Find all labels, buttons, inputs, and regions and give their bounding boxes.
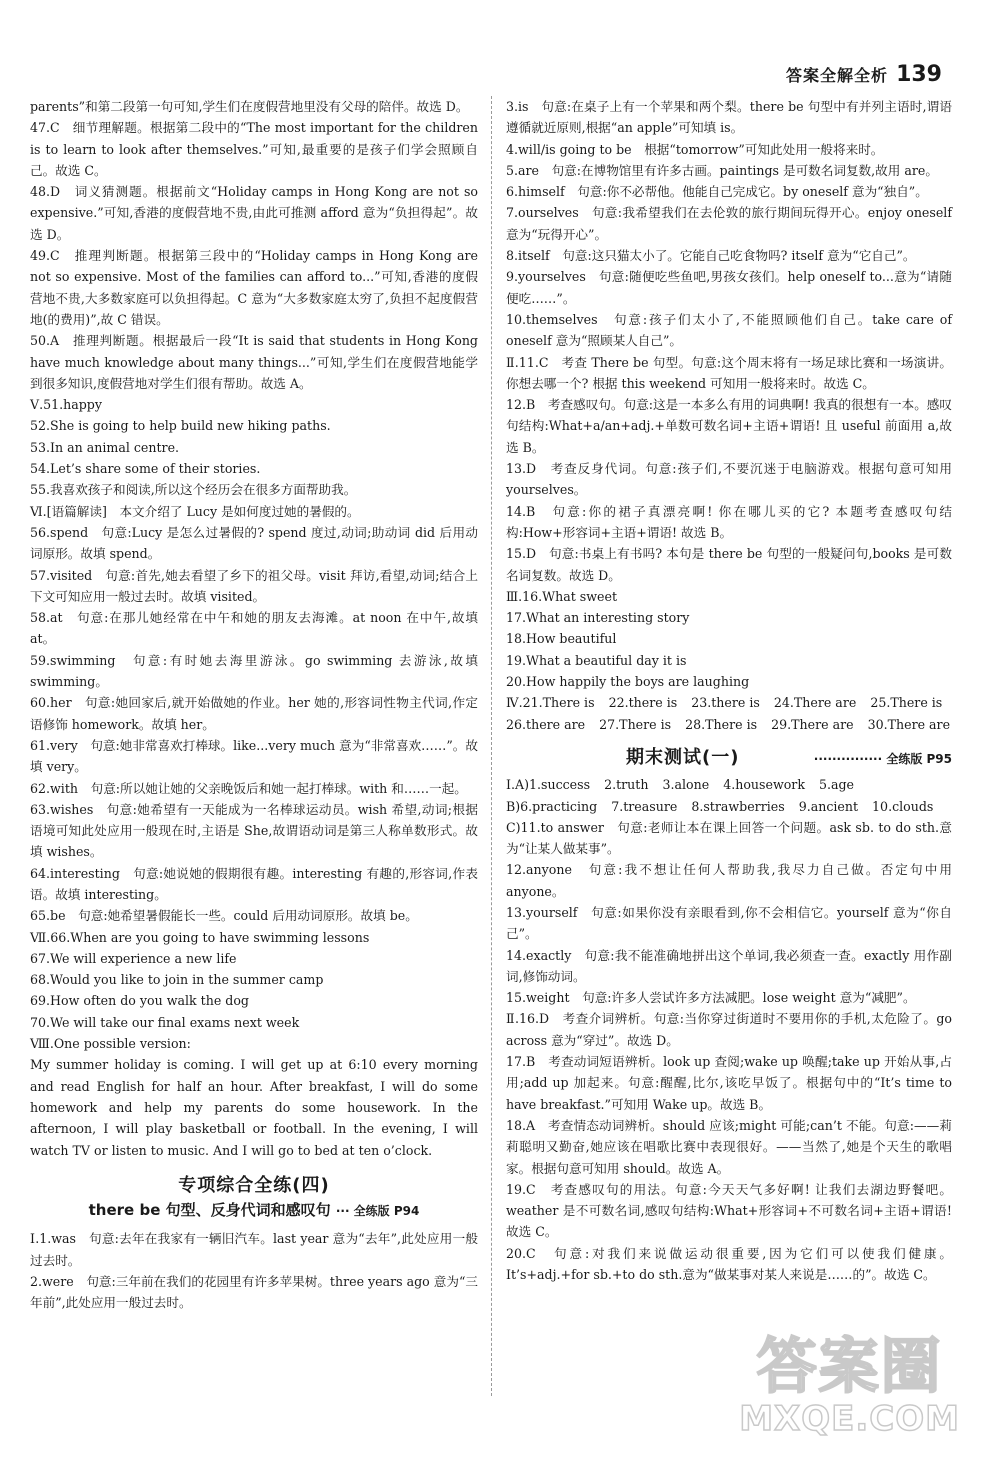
answer-item: Ⅱ.16.D 考查介词辨析。句意:当你穿过街道时不要用你的手机,太危险了。go across 意为“穿过”。故选 D。 bbox=[506, 1011, 952, 1048]
answer-grid-row bbox=[506, 692, 952, 713]
watermark-logo: 答案圈 bbox=[756, 1332, 943, 1402]
answer-item: 56.spend 句意:Lucy 是怎么过暑假的? spend 度过,动词;助动词 did 后用动词原形。故填 spend。 bbox=[30, 524, 478, 562]
grid-cell: 9.ancient bbox=[798, 798, 859, 814]
answer-item: 18.A 考查情态动词辨析。should 应该;might 可能;can’t 不能。句意:——莉莉聪明又勤奋,她应该在唱歌比赛中表现很好。——当然了,她是个天生的歌唱家。根据句意可知用 should。故选 A。 bbox=[506, 1117, 952, 1176]
watermark-url: MXQE.COM bbox=[739, 1399, 960, 1439]
answer-item: 3.is 句意:在桌子上有一个苹果和两个梨。there be 句型中有并列主语时,谓语遵循就近原则,根据“an apple”可知填 is。 bbox=[506, 99, 952, 136]
grid-cell: 4.housework bbox=[723, 777, 805, 793]
grid-cell: 3.alone bbox=[662, 777, 710, 793]
answer-item: Ⅴ.51.happy bbox=[30, 397, 102, 413]
grid-cell: 2.truth bbox=[604, 777, 649, 793]
answer-item: 8.itself 句意:这只猫太小了。它能自己吃食物吗? itself 意为“它自己”。 bbox=[506, 248, 916, 264]
test-title: 期末测试(一) bbox=[626, 746, 740, 768]
answer-item: 64.interesting 句意:她说她的假期很有趣。interesting 有趣的,形容词,作表语。故填 interesting。 bbox=[30, 865, 478, 902]
answer-item: 49.C 推理判断题。根据第三段中的“Holiday camps in Hong Kong are not so expensive. Most of the families can afford to...”可知,香港的度假营地不贵,大多数家庭可以负担得起。C 意为“大多数家庭太穷了,负担不起度假营地(的费用)”,故 C 错误。 bbox=[30, 248, 478, 327]
answer-item: 14.B 句意:你的裙子真漂亮啊! 你在哪儿买的它? 本题考查感叹句结构:How+形容词+主语+谓语! 故选 B。 bbox=[506, 503, 952, 540]
answer-item: 13.D 考查反身代词。句意:孩子们,不要沉迷于电脑游戏。根据句意可知用 yourselves。 bbox=[506, 461, 952, 498]
answer-item: 6.himself 句意:你不必帮他。他能自己完成它。by oneself 意为“独自”。 bbox=[506, 184, 928, 200]
answer-item: 54.Let’s share some of their stories. bbox=[30, 461, 261, 477]
answer-item: Ⅵ.[语篇解读] 本文介绍了 Lucy 是如何度过她的暑假的。 bbox=[30, 503, 360, 519]
section-subtitle bbox=[30, 1200, 478, 1222]
answer-item: 60.her 句意:她回家后,就开始做她的作业。her 她的,形容词性物主代词,作定语修饰 homework。故填 her。 bbox=[30, 695, 478, 732]
answer-item: Ⅰ.1.was 句意:去年在我家有一辆旧汽车。last year 意为“去年”,此处应用一般过去时。 bbox=[30, 1231, 478, 1268]
answer-item: Ⅷ.One possible version: bbox=[30, 1036, 191, 1052]
answer-item: 18.How beautiful bbox=[506, 631, 617, 647]
answer-item: 55.我喜欢孩子和阅读,所以这个经历会在很多方面帮助我。 bbox=[30, 482, 357, 498]
answer-item: 19.C 考查感叹句的用法。句意:今天天气多好啊! 让我们去湖边野餐吧。weather 是不可数名词,感叹句结构:What+形容词+不可数名词+主语+谓语! 故选 C。 bbox=[506, 1181, 952, 1240]
answer-item: 62.with 句意:所以她让她的父亲晚饭后和她一起打棒球。with 和……一起。 bbox=[30, 780, 467, 796]
answer-item: 4.will/is going to be 根据“tomorrow”可知此处用一般将来时。 bbox=[506, 141, 884, 157]
answer-item: 48.D 词义猜测题。根据前文“Holiday camps in Hong Kong are not so expensive.”可知,香港的度假营地不贵,由此可推测 afford 意为“负担得起”。故选 D。 bbox=[30, 184, 478, 242]
grid-cell: 28.There is bbox=[685, 716, 758, 732]
grid-cell: Ⅰ.A)1.success bbox=[506, 777, 591, 793]
answer-item: 68.Would you like to join in the summer camp bbox=[30, 972, 324, 988]
answer-item: 47.C 细节理解题。根据第二段中的“The most important for the children is to learn to look after themselves.”可知,最重要的是孩子们学会照顾自己。故选 C。 bbox=[30, 120, 478, 178]
answer-item: C)11.to answer 句意:老师让本在课上回答一个问题。ask sb. to do sth.意为“让某人做某事”。 bbox=[506, 819, 952, 857]
grid-cell: 26.there are bbox=[506, 716, 586, 732]
answer-item: 52.She is going to help build new hiking paths. bbox=[30, 418, 331, 434]
answer-item: 57.visited 句意:首先,她去看望了乡下的祖父母。visit 拜访,看望,动词;结合上下文可知应用一般过去时。故填 visited。 bbox=[30, 567, 478, 604]
answer-item: 58.at 句意:在那儿她经常在中午和她的朋友去海滩。at noon 在中午,故填 at。 bbox=[30, 610, 478, 647]
grid-cell: 25.There is bbox=[870, 695, 943, 711]
answer-item: 19.What a beautiful day it is bbox=[506, 652, 687, 668]
grid-cell: 30.There are bbox=[867, 716, 951, 732]
answer-item: Ⅱ.11.C 考查 There be 句型。句意:这个周末将有一场足球比赛和一场演讲。你想去哪一个? 根据 this weekend 可知用一般将来时。故选 C。 bbox=[506, 354, 952, 391]
section-subtitle-text: there be 句型、反身代词和感叹句 bbox=[88, 1201, 331, 1220]
grid-cell: 24.There are bbox=[773, 695, 857, 711]
grid-cell: 23.there is bbox=[691, 695, 760, 711]
answer-item: 61.very 句意:她非常喜欢打棒球。like...very much 意为“非常喜欢……”。故填 very。 bbox=[30, 737, 478, 775]
answer-item: Ⅶ.66.When are you going to have swimming lessons bbox=[30, 929, 370, 945]
grid-cell: 7.treasure bbox=[611, 798, 678, 814]
column-divider bbox=[491, 96, 492, 1396]
grid-cell: B)6.practicing bbox=[506, 798, 598, 814]
sample-essay: My summer holiday is coming. I will get up at 6:10 every morning and read English for half an hour. After breakfast, I will do some homework and help my parents do some housework. In the afternoon, I will play basketball or football. In the evening, I will watch TV or listen to music. And I will go to bed at ten o’clock. bbox=[30, 1057, 478, 1158]
answer-item: 20.How happily the boys are laughing bbox=[506, 674, 750, 690]
test-page-ref: ··············· 全练版 P95 bbox=[813, 751, 952, 766]
answer-item: 12.B 考查感叹句。句意:这是一本多么有用的词典啊! 我真的很想有一本。感叹句结构:What+a/an+adj.+单数可数名词+主语+谓语! 且 useful 前面用 a,故选 B。 bbox=[506, 397, 952, 455]
answer-item: 69.How often do you walk the dog bbox=[30, 993, 249, 1009]
answer-item: 15.weight 句意:许多人尝试许多方法减肥。lose weight 意为“减肥”。 bbox=[506, 990, 916, 1006]
right-column bbox=[506, 96, 952, 1285]
section-page-ref: ··· 全练版 P94 bbox=[335, 1204, 420, 1219]
answer-item: 15.D 句意:书桌上有书吗? 本句是 there be 句型的一般疑问句,books 是可数名词复数。故选 D。 bbox=[506, 546, 952, 583]
answer-item: 17.What an interesting story bbox=[506, 610, 690, 626]
answer-grid-row bbox=[506, 714, 952, 735]
answer-item: 12.anyone 句意:我不想让任何人帮助我,我尽力自己做。否定句中用 anyone。 bbox=[506, 862, 952, 899]
grid-cell: Ⅳ.21.There is bbox=[506, 695, 595, 711]
answer-item: Ⅲ.16.What sweet bbox=[506, 588, 618, 604]
answer-item: 2.were 句意:三年前在我们的花园里有许多苹果树。three years ago 意为“三年前”,此处应用一般过去时。 bbox=[30, 1274, 478, 1311]
grid-cell: 8.strawberries bbox=[691, 798, 785, 814]
answer-item: 65.be 句意:她希望暑假能长一些。could 后用动词原形。故填 be。 bbox=[30, 908, 418, 924]
answer-item: 53.In an animal centre. bbox=[30, 439, 180, 455]
answer-item: 70.We will take our final exams next week bbox=[30, 1014, 300, 1030]
answer-grid-row bbox=[506, 774, 952, 795]
answer-item: 5.are 句意:在博物馆里有许多古画。paintings 是可数名词复数,故用 are。 bbox=[506, 162, 938, 178]
answer-item: 63.wishes 句意:她希望有一天能成为一名棒球运动员。wish 希望,动词;根据语境可知此处应用一般现在时,主语是 She,故谓语动词是第三人称单数形式。故填 wishes。 bbox=[30, 801, 478, 860]
answer-item: 13.yourself 句意:如果你没有亲眼看到,你不会相信它。yourself 意为“你自己”。 bbox=[506, 904, 952, 942]
site-watermark bbox=[739, 1319, 960, 1439]
left-column bbox=[30, 96, 478, 1314]
answer-item: 67.We will experience a new life bbox=[30, 950, 237, 966]
grid-cell: 5.age bbox=[818, 777, 855, 793]
answer-item: 50.A 推理判断题。根据最后一段“It is said that students in Hong Kong have much knowledge about many things...”可知,学生们在度假营地能学到很多知识,度假营地对学生们很有帮助。故选 A。 bbox=[30, 333, 478, 391]
answer-item: parents”和第二段第一句可知,学生们在度假营地里没有父母的陪伴。故选 D。 bbox=[30, 99, 469, 114]
answer-item: 14.exactly 句意:我不能准确地拼出这个单词,我必须查一查。exactly 用作副词,修饰动词。 bbox=[506, 947, 952, 984]
test-heading bbox=[506, 747, 952, 770]
page-header bbox=[786, 62, 942, 87]
answer-item: 59.swimming 句意:有时她去海里游泳。go swimming 去游泳,故填 swimming。 bbox=[30, 652, 478, 690]
grid-cell: 29.There are bbox=[771, 716, 854, 732]
answer-item: 17.B 考查动词短语辨析。look up 查阅;wake up 唤醒;take up 开始从事,占用;add up 加起来。句意:醒醒,比尔,该吃早饭了。根据句中的“It’s time to have breakfast.”可知用 Wake up。故选 B。 bbox=[506, 1054, 952, 1112]
grid-cell: 10.clouds bbox=[872, 798, 934, 814]
grid-cell: 22.there is bbox=[608, 695, 678, 711]
answer-item: 10.themselves 句意:孩子们太小了,不能照顾他们自己。take care of oneself 意为“照顾某人自己”。 bbox=[506, 311, 952, 349]
page-number: 139 bbox=[896, 62, 942, 87]
answer-grid-row bbox=[506, 796, 952, 817]
header-title: 答案全解全析 bbox=[786, 66, 889, 85]
answer-item: 20.C 句意:对我们来说做运动很重要,因为它们可以使我们健康。It’s+adj.+for sb.+to do sth.意为“做某事对某人来说是……的”。故选 C。 bbox=[506, 1245, 952, 1283]
answer-item: 9.yourselves 句意:随便吃些鱼吧,男孩女孩们。help oneself to...意为“请随便吃……”。 bbox=[506, 269, 952, 306]
answer-item: 7.ourselves 句意:我希望我们在去伦敦的旅行期间玩得开心。enjoy oneself 意为“玩得开心”。 bbox=[506, 205, 952, 242]
grid-cell: 27.There is bbox=[599, 716, 672, 732]
section-title: 专项综合全练(四) bbox=[178, 1174, 330, 1196]
